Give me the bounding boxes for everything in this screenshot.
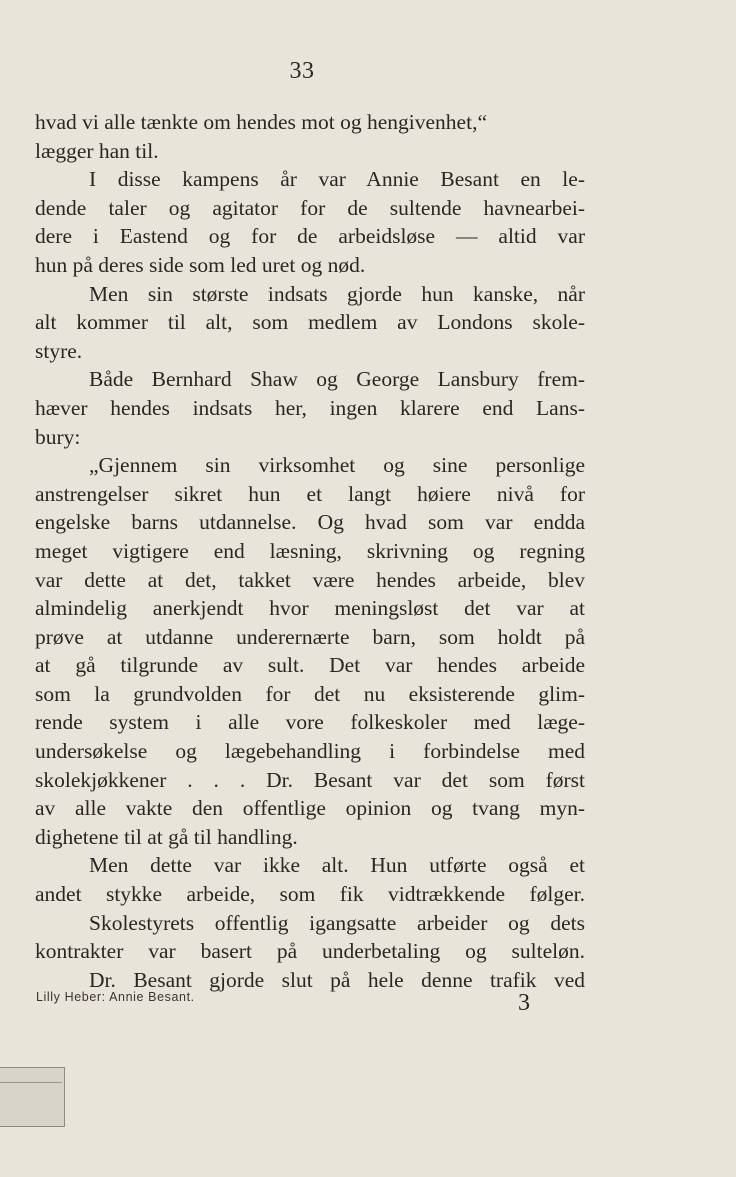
text-line: dende taler og agitator for de sultende havnearbei- bbox=[35, 195, 585, 220]
text-line: I disse kampens år var Annie Besant en le- bbox=[89, 167, 585, 192]
text-line: Skolestyrets offentlig igangsatte arbeider og dets bbox=[89, 910, 585, 935]
text-line: skolekjøkkener . . . Dr. Besant var det som først bbox=[35, 767, 585, 792]
text-line: dighetene til at gå til handling. bbox=[35, 824, 298, 849]
signature-line: Lilly Heber: Annie Besant. bbox=[36, 990, 195, 1004]
text-line: rende system i alle vore folkeskoler med læge- bbox=[35, 710, 585, 735]
text-line: Både Bernhard Shaw og George Lansbury frem- bbox=[89, 367, 585, 392]
text-line: meget vigtigere end læsning, skrivning og regning bbox=[35, 538, 585, 563]
text-line: prøve at utdanne underernærte barn, som holdt på bbox=[35, 624, 585, 649]
text-line: anstrengelser sikret hun et langt høiere nivå for bbox=[35, 481, 585, 506]
text-line: alt kommer til alt, som medlem av Londons skole- bbox=[35, 310, 585, 335]
text-line: Men dette var ikke alt. Hun utførte også et bbox=[89, 853, 585, 878]
page-number: 33 bbox=[289, 58, 315, 84]
text-line: Men sin største indsats gjorde hun kanske, når bbox=[89, 281, 585, 306]
text-line: andet stykke arbeide, som fik vidtrækkende følger. bbox=[35, 882, 585, 907]
text-line: av alle vakte den offentlige opinion og tvang myn- bbox=[35, 796, 585, 821]
text-line: var dette at det, takket være hendes arbeide, blev bbox=[35, 567, 585, 592]
text-line: kontrakter var basert på underbetaling og sulteløn. bbox=[35, 939, 585, 964]
library-stamp-label bbox=[0, 1067, 65, 1127]
text-line: undersøkelse og lægebehandling i forbindelse med bbox=[35, 739, 585, 764]
text-line: hun på deres side som led uret og nød. bbox=[35, 252, 366, 277]
text-line: engelske barns utdannelse. Og hvad som var endda bbox=[35, 510, 585, 535]
text-line: „Gjennem sin virksomhet og sine personlige bbox=[89, 453, 585, 478]
text-line: styre. bbox=[35, 338, 83, 363]
body-text bbox=[35, 108, 585, 994]
text-line: almindelig anerkjendt hvor meningsløst det var at bbox=[35, 596, 585, 621]
text-line: bury: bbox=[35, 424, 81, 449]
text-line: hæver hendes indsats her, ingen klarere end Lans- bbox=[35, 395, 585, 420]
text-line: at gå tilgrunde av sult. Det var hendes arbeide bbox=[35, 653, 585, 678]
text-line: dere i Eastend og for de arbeidsløse — altid var bbox=[35, 224, 585, 249]
text-line: lægger han til. bbox=[35, 138, 159, 163]
text-line: som la grundvolden for det nu eksisterende glim- bbox=[35, 681, 585, 706]
text-line: Dr. Besant gjorde slut på hele denne trafik ved bbox=[89, 967, 585, 992]
text-line: hvad vi alle tænkte om hendes mot og hengivenhet,“ bbox=[35, 110, 487, 134]
stamp-divider bbox=[0, 1082, 62, 1083]
signature-sheet-number: 3 bbox=[518, 990, 530, 1016]
